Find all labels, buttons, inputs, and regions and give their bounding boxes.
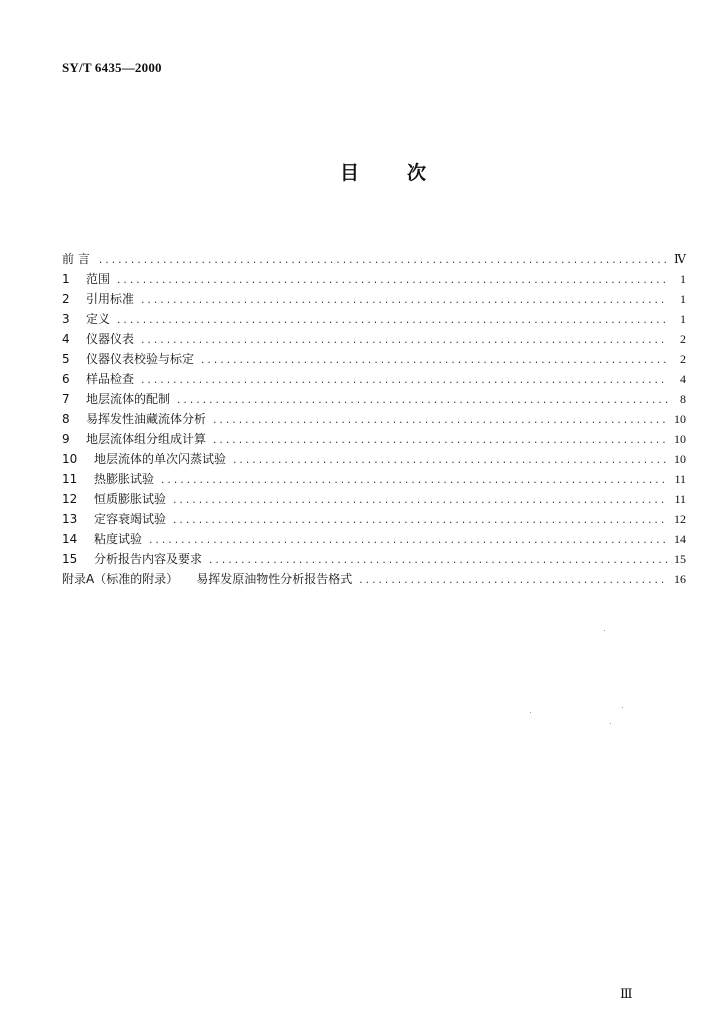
toc-leader-dots	[176, 396, 668, 406]
toc-page-number: 4	[680, 372, 686, 386]
page-number: Ⅲ	[620, 986, 633, 1001]
toc-page-number: 12	[674, 512, 686, 526]
toc-title: 仪器仪表	[86, 332, 135, 346]
toc-leader-dots	[208, 556, 668, 566]
toc-title: 易挥发性油藏流体分析	[86, 412, 207, 426]
toc-leader-dots	[148, 536, 668, 546]
toc-row-6[interactable]	[62, 370, 686, 390]
scan-speck	[610, 723, 611, 724]
toc-leader-dots	[140, 296, 668, 306]
scan-speck	[622, 707, 623, 708]
toc-title: 地层流体的单次闪蒸试验	[94, 452, 227, 466]
toc-title: 分析报告内容及要求	[94, 552, 203, 566]
toc-row-7[interactable]	[62, 390, 686, 410]
toc-page-number: Ⅳ	[674, 252, 686, 266]
toc-page-number: 16	[674, 572, 686, 586]
toc-title: 地层流体组分组成计算	[86, 432, 207, 446]
toc-row-3[interactable]	[62, 310, 686, 330]
toc-section-number: 13	[62, 512, 78, 526]
toc-leader-dots	[140, 336, 668, 346]
toc-page-number: 1	[680, 312, 686, 326]
toc-row-13[interactable]	[62, 510, 686, 530]
toc-page-number: 11	[674, 472, 686, 486]
toc-section-number: 5	[62, 352, 70, 366]
toc-leader-dots	[140, 376, 668, 386]
toc-leader-dots	[212, 436, 668, 446]
toc-leader-dots	[172, 516, 668, 526]
toc-title: 引用标准	[86, 292, 135, 306]
toc-leader-dots	[358, 576, 668, 586]
toc-page-number: 8	[680, 392, 686, 406]
toc-page-number: 2	[680, 352, 686, 366]
toc-title: 热膨胀试验	[94, 472, 155, 486]
page-title	[340, 158, 426, 185]
toc-row-9[interactable]	[62, 430, 686, 450]
toc-row-1[interactable]	[62, 270, 686, 290]
toc-section-number: 15	[62, 552, 78, 566]
toc-row-2[interactable]	[62, 290, 686, 310]
toc-section-number: 9	[62, 432, 70, 446]
toc-page-number: 1	[680, 292, 686, 306]
toc-title: 定容衰竭试验	[94, 512, 167, 526]
toc-row-14[interactable]	[62, 530, 686, 550]
title-char-1: 目	[340, 162, 360, 184]
title-char-2: 次	[407, 162, 427, 184]
toc-section-number: 11	[62, 472, 78, 486]
toc-section-number: 8	[62, 412, 70, 426]
toc-page-number: 14	[674, 532, 686, 546]
toc-leader-dots	[116, 316, 668, 326]
toc-page-number: 10	[674, 412, 686, 426]
toc-row-5[interactable]	[62, 350, 686, 370]
toc-title: 恒质膨胀试验	[94, 492, 167, 506]
toc-row-15[interactable]	[62, 550, 686, 570]
toc-appendix-label: 附录A（标准的附录）	[62, 572, 179, 586]
toc-section-number: 14	[62, 532, 78, 546]
toc-row-appendix-a[interactable]	[62, 570, 686, 590]
toc-leader-dots	[98, 256, 668, 266]
toc-section-number: 12	[62, 492, 78, 506]
toc-leader-dots	[116, 276, 668, 286]
toc-section-number: 7	[62, 392, 70, 406]
toc-title: 定义	[86, 312, 111, 326]
toc-leader-dots	[200, 356, 668, 366]
toc-section-number: 2	[62, 292, 70, 306]
toc-title: 前 言	[62, 252, 90, 266]
toc-title: 粘度试验	[94, 532, 143, 546]
toc-title: 仪器仪表校验与标定	[86, 352, 195, 366]
toc-page-number: 2	[680, 332, 686, 346]
toc-section-number: 4	[62, 332, 70, 346]
toc-title: 地层流体的配制	[86, 392, 171, 406]
table-of-contents	[62, 250, 686, 590]
toc-leader-dots	[232, 456, 668, 466]
toc-section-number: 1	[62, 272, 70, 286]
toc-section-number: 3	[62, 312, 70, 326]
toc-leader-dots	[172, 496, 668, 506]
toc-row-12[interactable]	[62, 490, 686, 510]
toc-row-foreword[interactable]	[62, 250, 686, 270]
toc-title: 样品检查	[86, 372, 135, 386]
toc-page-number: 1	[680, 272, 686, 286]
toc-row-10[interactable]	[62, 450, 686, 470]
toc-row-4[interactable]	[62, 330, 686, 350]
standard-number: SY/T 6435—2000	[62, 60, 162, 75]
toc-page-number: 10	[674, 432, 686, 446]
toc-leader-dots	[160, 476, 668, 486]
scan-speck	[604, 630, 605, 631]
toc-row-11[interactable]	[62, 470, 686, 490]
toc-title: 易挥发原油物性分析报告格式	[196, 572, 353, 586]
toc-page-number: 15	[674, 552, 686, 566]
toc-section-number: 10	[62, 452, 78, 466]
toc-leader-dots	[212, 416, 668, 426]
toc-section-number: 6	[62, 372, 70, 386]
scan-speck	[530, 712, 531, 713]
toc-page-number: 11	[674, 492, 686, 506]
toc-page-number: 10	[674, 452, 686, 466]
toc-title: 范围	[86, 272, 111, 286]
toc-row-8[interactable]	[62, 410, 686, 430]
